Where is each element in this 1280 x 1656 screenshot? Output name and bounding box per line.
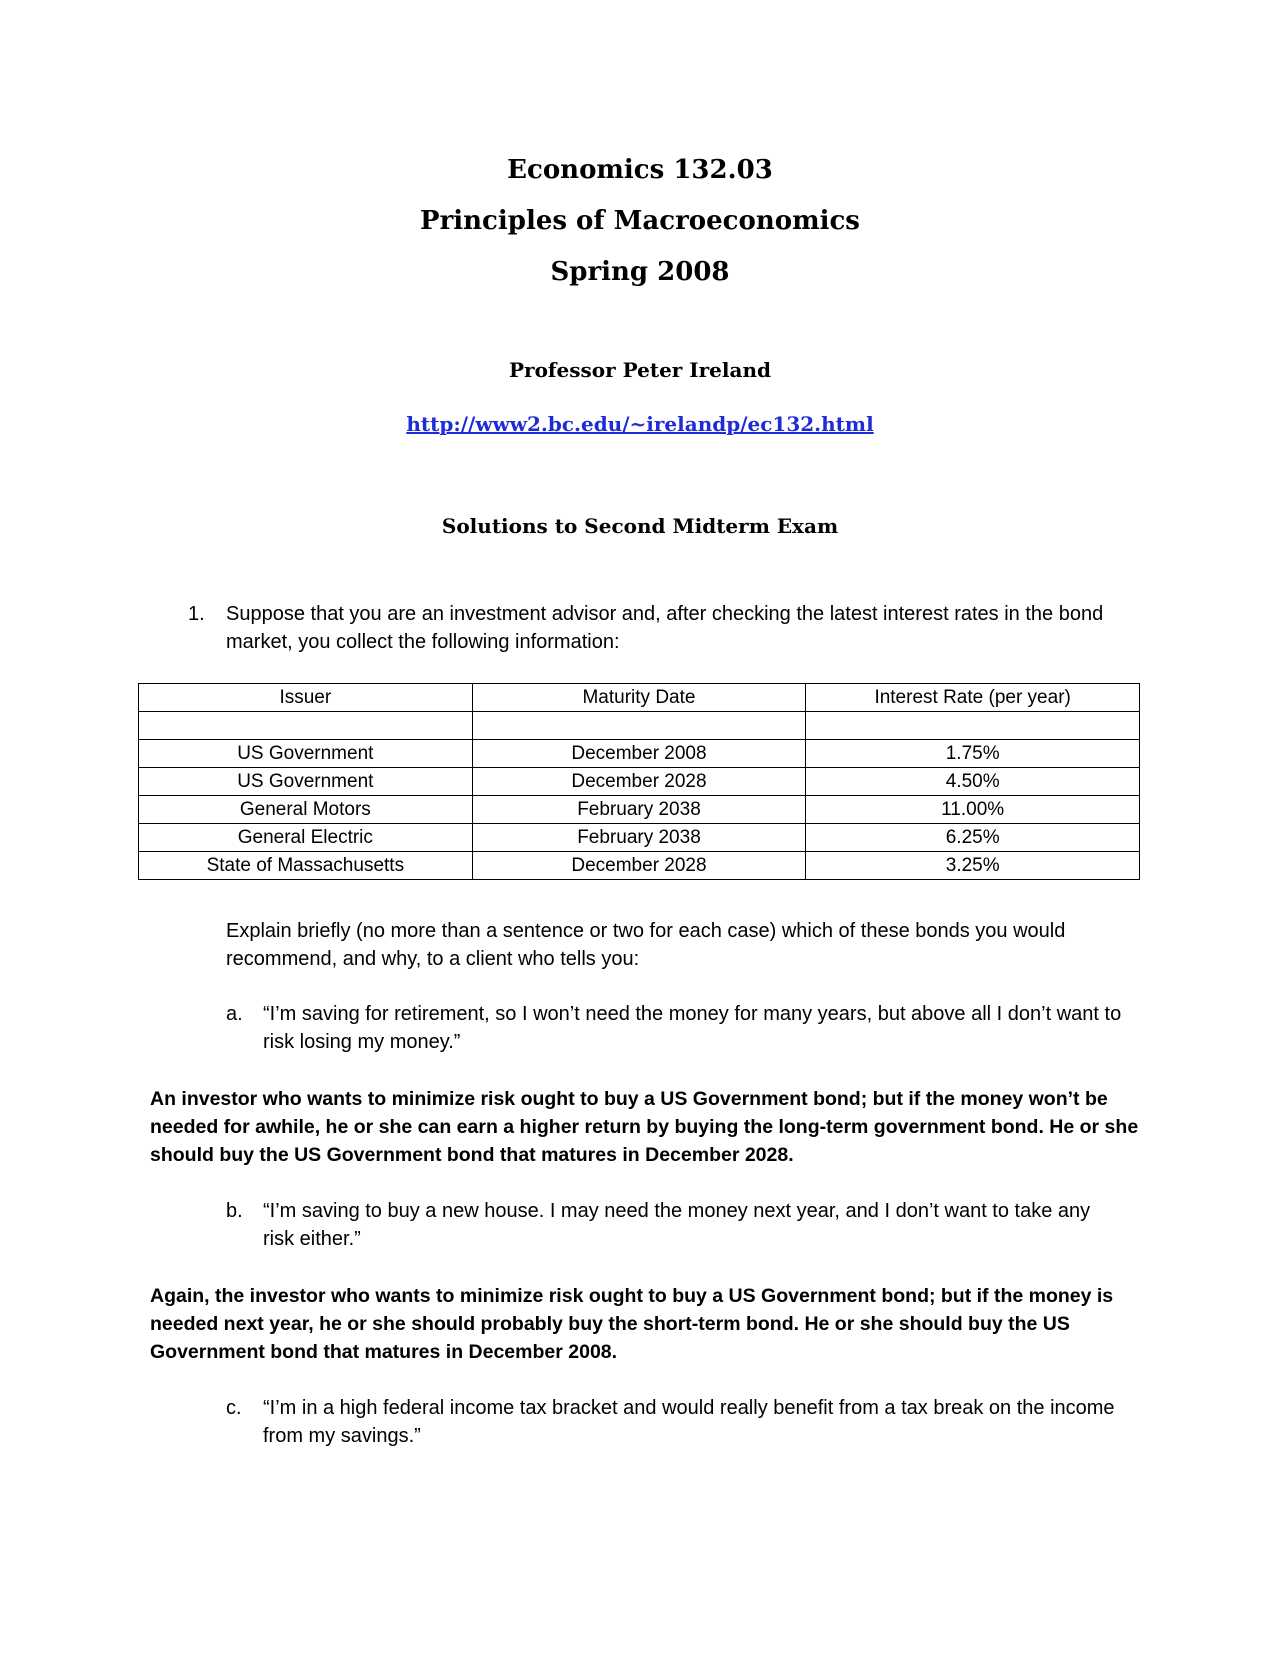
table-cell: 1.75% bbox=[806, 740, 1140, 768]
table-cell: General Electric bbox=[139, 824, 473, 852]
document-title: Solutions to Second Midterm Exam bbox=[441, 514, 839, 538]
term: Spring 2008 bbox=[550, 257, 730, 287]
part-c-label: c. bbox=[226, 1397, 242, 1419]
table-cell: 11.00% bbox=[806, 796, 1140, 824]
table-cell: February 2038 bbox=[472, 796, 806, 824]
table-cell: February 2038 bbox=[472, 824, 806, 852]
question-number: 1. bbox=[188, 603, 205, 625]
course-number: Economics 132.03 bbox=[507, 155, 773, 185]
table-row bbox=[139, 796, 1140, 824]
table-header-cell: Maturity Date bbox=[472, 684, 806, 712]
table-cell: US Government bbox=[139, 768, 473, 796]
part-a-label: a. bbox=[226, 1003, 243, 1025]
table-cell: December 2028 bbox=[472, 852, 806, 880]
part-b-answer: Again, the investor who wants to minimize risk ought to buy a US Government bond; but if the money is needed next year, he or she should probably buy the short-term bond. He or she should buy the US Government bond that matures in December 2008. bbox=[150, 1285, 1114, 1363]
question-instructions: Explain briefly (no more than a sentence or two for each case) which of these bonds you would recommend, and why, to a client who tells you: bbox=[226, 920, 1066, 970]
part-c-quote: “I’m in a high federal income tax bracket and would really benefit from a tax break on the income from my savings.” bbox=[263, 1397, 1115, 1447]
table-header-row bbox=[139, 684, 1140, 712]
bond-table bbox=[138, 683, 1140, 880]
table-empty-row bbox=[139, 712, 1140, 740]
course-url-link[interactable]: http://www2.bc.edu/~irelandp/ec132.html bbox=[406, 412, 874, 436]
question-prompt: Suppose that you are an investment advisor and, after checking the latest interest rates in the bond market, you collect the following information: bbox=[226, 603, 1104, 653]
table-row bbox=[139, 768, 1140, 796]
table-row bbox=[139, 852, 1140, 880]
table-cell: US Government bbox=[139, 740, 473, 768]
part-a-answer: An investor who wants to minimize risk ought to buy a US Government bond; but if the money won’t be needed for awhile, he or she can earn a higher return by buying the long-term government bond. He or she should buy the US Government bond that matures in December 2028. bbox=[150, 1088, 1139, 1166]
table-cell: 6.25% bbox=[806, 824, 1140, 852]
table-cell: State of Massachusetts bbox=[139, 852, 473, 880]
table-row bbox=[139, 740, 1140, 768]
part-b-label: b. bbox=[226, 1200, 243, 1222]
course-url-line bbox=[0, 410, 1280, 438]
part-a-quote: “I’m saving for retirement, so I won’t need the money for many years, but above all I don’t want to risk losing my money.” bbox=[263, 1003, 1122, 1053]
professor-name: Professor Peter Ireland bbox=[509, 358, 771, 382]
table-cell: 4.50% bbox=[806, 768, 1140, 796]
table-row bbox=[139, 824, 1140, 852]
table-cell: December 2028 bbox=[472, 768, 806, 796]
table-header-cell: Issuer bbox=[139, 684, 473, 712]
table-cell: 3.25% bbox=[806, 852, 1140, 880]
table-cell: December 2008 bbox=[472, 740, 806, 768]
course-title: Principles of Macroeconomics bbox=[420, 206, 860, 236]
table-header-cell: Interest Rate (per year) bbox=[806, 684, 1140, 712]
table-cell: General Motors bbox=[139, 796, 473, 824]
part-b-quote: “I’m saving to buy a new house. I may need the money next year, and I don’t want to take any risk either.” bbox=[263, 1200, 1091, 1250]
